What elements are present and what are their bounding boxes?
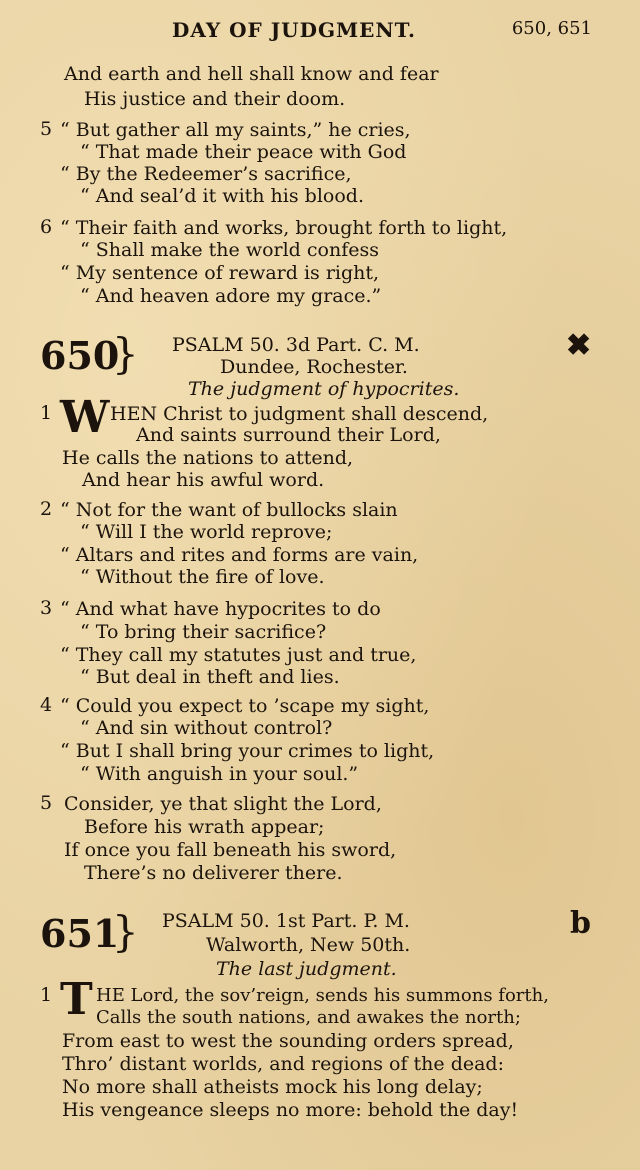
drop-cap: W [60,392,110,443]
verse-line: HE Lord, the sov’reign, sends his summons forth, [96,985,549,1006]
verse-line: “ And seal’d it with his blood. [80,185,364,207]
psalm-heading: PSALM 50. 3d Part. C. M. [172,334,420,356]
verse-line: There’s no deliverer there. [84,862,343,884]
tune-names: Dundee, Rochester. [220,356,408,378]
verse-line: Thro’ distant worlds, and regions of the dead: [62,1053,504,1075]
verse-number: 1 [40,984,53,1006]
running-title: DAY OF JUDGMENT. [172,18,416,42]
verse-line: Calls the south nations, and awakes the north; [96,1007,521,1028]
verse-line: “ They call my statutes just and true, [60,644,417,666]
verse-number: 1 [40,402,53,424]
verse-line: “ Could you expect to ’scape my sight, [60,695,430,717]
verse-line: If once you fall beneath his sword, [64,839,397,861]
verse-line: And saints surround their Lord, [136,424,441,446]
verse-line: He calls the nations to attend, [62,447,354,469]
drop-cap: T [60,974,93,1025]
running-header [0,18,640,48]
hymn-number: 651 [40,911,120,956]
verse-line: “ Will I the world reprove; [80,521,333,543]
verse-line: And hear his awful word. [82,469,325,491]
verse-number: 5 [40,792,53,814]
verse-number: 2 [40,498,53,520]
verse-number: 3 [40,597,53,619]
verse-number: 6 [40,216,53,238]
verse-line: HEN Christ to judgment shall descend, [110,403,489,425]
meter-mark: ✖ [566,328,592,363]
verse-line: “ And what have hypocrites to do [60,598,381,620]
verse-line: His vengeance sleeps no more: behold the day! [62,1099,519,1121]
verse-line: “ Not for the want of bullocks slain [60,499,398,521]
hymn-subject: The judgment of hypocrites. [188,378,460,400]
verse-line: “ By the Redeemer’s sacrifice, [60,163,352,185]
psalm-heading: PSALM 50. 1st Part. P. M. [162,910,410,932]
verse-line: “ But gather all my saints,” he cries, [60,119,411,141]
verse-line: No more shall atheists mock his long delay; [62,1076,483,1098]
brace-glyph: } [112,329,139,378]
verse-line: “ Without the fire of love. [80,566,325,588]
verse-line: “ To bring their sacrifice? [80,621,327,643]
verse-line: “ Their faith and works, brought forth to light, [60,217,508,239]
verse-line: Consider, ye that slight the Lord, [64,793,382,815]
verse-line: “ Shall make the world confess [80,239,379,261]
verse-number: 4 [40,694,53,716]
brace-glyph: } [112,907,139,956]
verse-line: “ And heaven adore my grace.” [80,285,382,307]
hymn-subject: The last judgment. [216,958,397,980]
verse-line: Before his wrath appear; [84,816,325,838]
verse-line: “ Altars and rites and forms are vain, [60,544,419,566]
tune-names: Walworth, New 50th. [206,934,411,956]
verse-line: His justice and their doom. [84,88,346,110]
verse-line: “ My sentence of reward is right, [60,262,380,284]
verse-number: 5 [40,118,53,140]
page-numbers: 650, 651 [511,18,592,39]
verse-line: “ But I shall bring your crimes to light, [60,740,435,762]
verse-line: “ That made their peace with God [80,141,407,163]
verse-line: “ But deal in theft and lies. [80,666,340,688]
verse-line: From east to west the sounding orders spread, [62,1030,514,1052]
verse-line: “ And sin without control? [80,717,333,739]
hymn-number: 650 [40,333,120,378]
meter-mark: b [570,906,591,941]
verse-line: And earth and hell shall know and fear [64,63,439,85]
verse-line: “ With anguish in your soul.” [80,763,359,785]
